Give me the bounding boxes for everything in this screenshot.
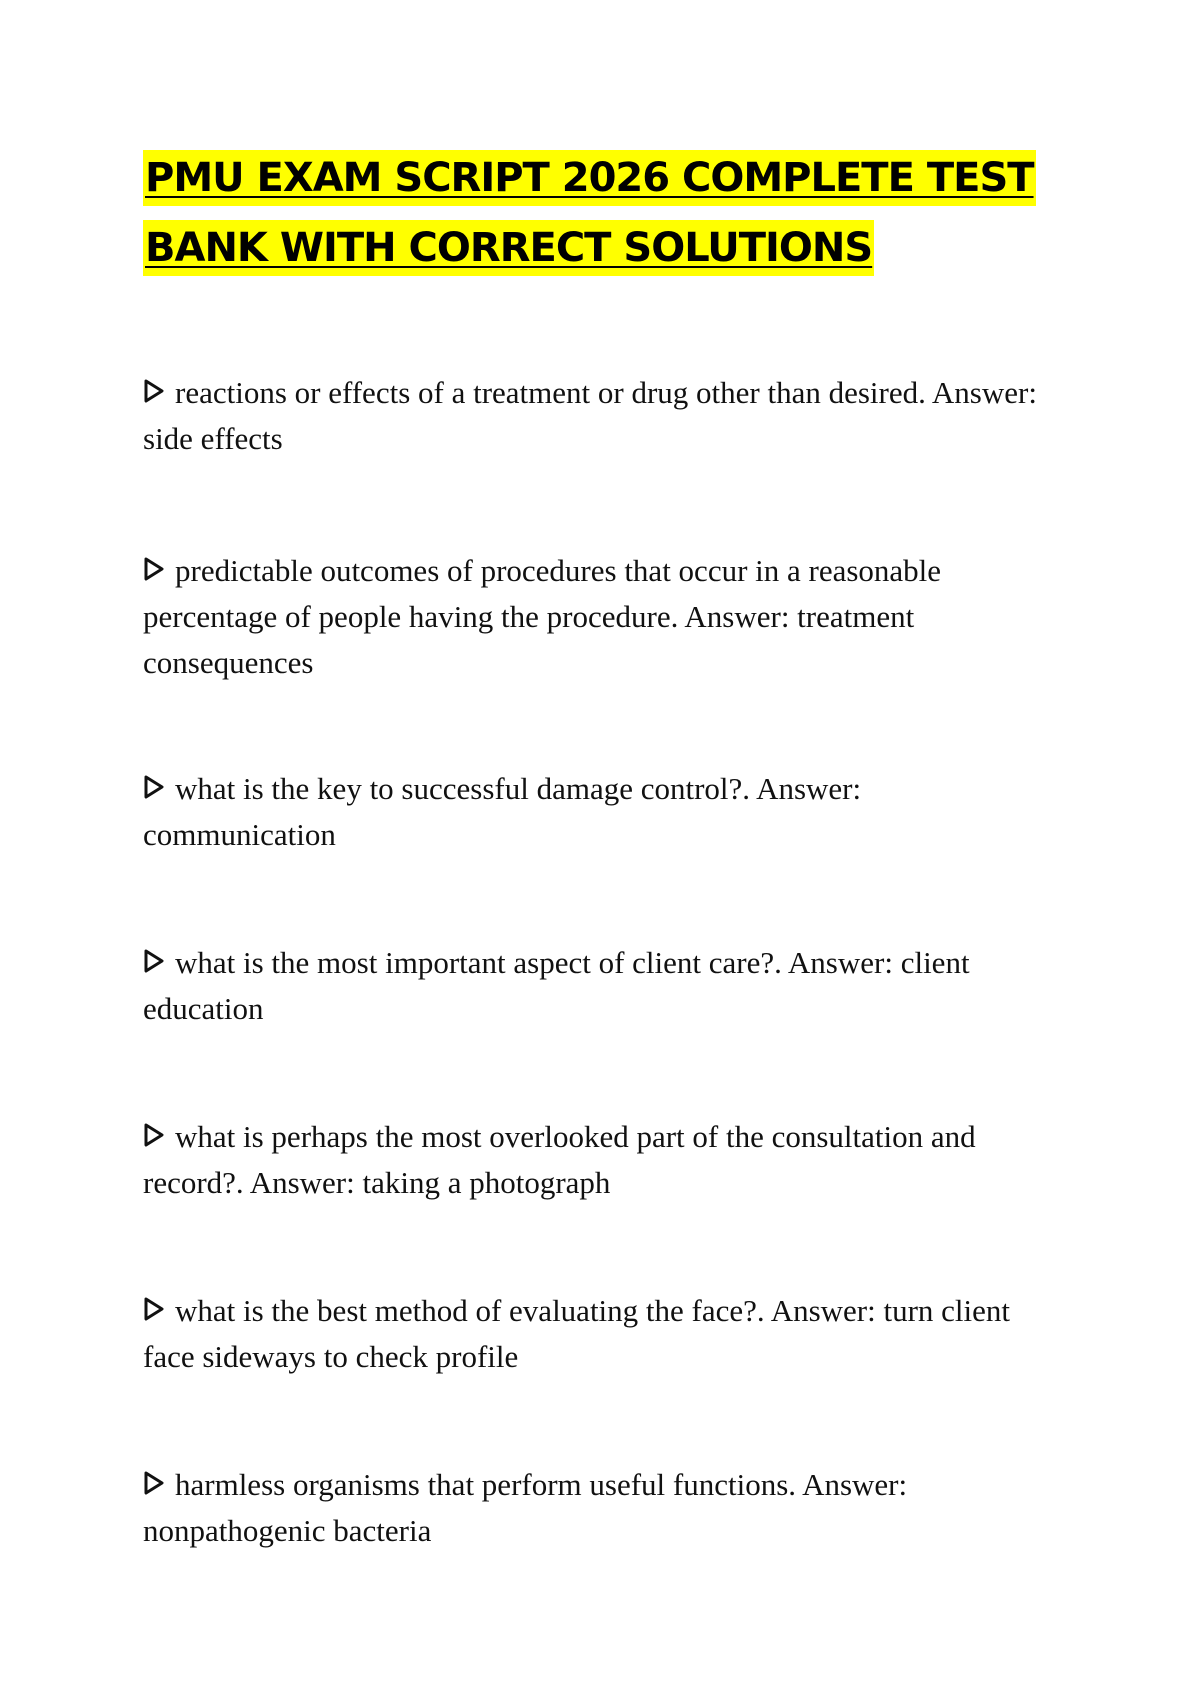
qa-item (143, 766, 903, 858)
qa-item (143, 1462, 943, 1554)
qa-item-text: what is the most important aspect of client care?. Answer: client education (143, 945, 970, 1026)
title-line-1: PMU EXAM SCRIPT 2026 COMPLETE TEST (143, 150, 1036, 206)
qa-item-text: what is perhaps the most overlooked part of the consultation and record?. Answer: taking a photograph (143, 1119, 976, 1200)
triangle-right-outline-icon (143, 377, 169, 407)
triangle-right-outline-icon (143, 947, 169, 977)
qa-item (143, 370, 1063, 462)
triangle-right-outline-icon (143, 1295, 169, 1325)
document-title (143, 150, 1083, 290)
qa-item-text: harmless organisms that perform useful functions. Answer: nonpathogenic bacteria (143, 1467, 908, 1548)
triangle-right-outline-icon (143, 1121, 169, 1151)
triangle-right-outline-icon (143, 773, 169, 803)
title-line-2: BANK WITH CORRECT SOLUTIONS (143, 220, 874, 276)
triangle-right-outline-icon (143, 1469, 169, 1499)
qa-item-text: what is the best method of evaluating the face?. Answer: turn client face sideways to check profile (143, 1293, 1011, 1374)
qa-item-text: predictable outcomes of procedures that occur in a reasonable percentage of people having the procedure. Answer: treatment consequences (143, 553, 942, 680)
qa-item (143, 1288, 1043, 1380)
triangle-right-outline-icon (143, 555, 169, 585)
qa-item-text: what is the key to successful damage control?. Answer: communication (143, 771, 862, 852)
qa-item (143, 940, 1013, 1032)
qa-item-text: reactions or effects of a treatment or drug other than desired. Answer: side effects (143, 375, 1037, 456)
qa-item (143, 548, 983, 686)
qa-item (143, 1114, 1003, 1206)
